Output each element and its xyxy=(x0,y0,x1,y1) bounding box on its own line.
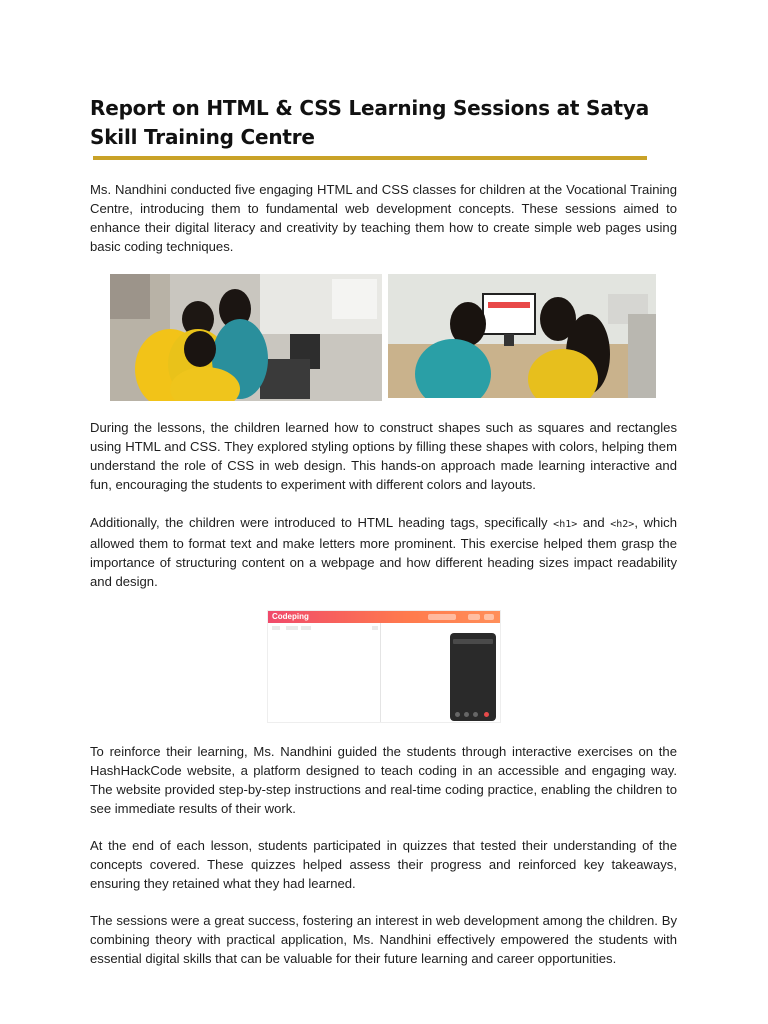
report-page xyxy=(90,94,677,968)
phone-preview xyxy=(450,633,496,721)
paragraph-shapes: During the lessons, the children learned how to construct shapes such as squares and rectangles using HTML and CSS. They explored styling options by filling these shapes with colors, helping them understand the role of CSS in web design. This hands-on approach made learning interactive and fun, encouraging the students to experiment with different colors and layouts. xyxy=(90,420,677,492)
classroom-photo-1 xyxy=(110,274,382,401)
coding-platform-screenshot xyxy=(267,610,501,723)
report-title: Report on HTML & CSS Learning Sessions at Satya Skill Training Centre xyxy=(90,96,650,149)
paragraph-quizzes: At the end of each lesson, students participated in quizzes that tested their understanding of the concepts covered. These quizzes helped assess their progress and reinforced key takeaways, ensuring they retained what they had learned. xyxy=(90,838,677,891)
paragraph-hashhackcode: To reinforce their learning, Ms. Nandhini guided the students through interactive exercises on the HashHackCode website, a platform designed to teach coding in an accessible and engaging way. The website provided step-by-step instructions and real-time coding practice, enabling the children to see immediate results of their work. xyxy=(90,744,677,816)
classroom-photo-2 xyxy=(388,274,656,398)
h2-tag: <h2> xyxy=(610,519,635,530)
paragraph-conclusion: The sessions were a great success, fostering an interest in web development among the children. By combining theory with practical application, Ms. Nandhini effectively empowered the students with essential digital skills that can be valuable for their future learning and career opportunities. xyxy=(90,913,677,966)
h1-tag: <h1> xyxy=(553,519,578,530)
paragraph-headings: Additionally, the children were introduced to HTML heading tags, specifically <h1> and <h2>, which allowed them to format text and make letters more prominent. This exercise helped them grasp the importance of structuring content on a webpage and how different heading sizes impact readability and design. xyxy=(90,515,677,589)
editor-divider xyxy=(380,623,381,722)
app-logo: Codeping xyxy=(272,612,309,621)
app-header-bar xyxy=(268,611,500,623)
paragraph-intro: Ms. Nandhini conducted five engaging HTML and CSS classes for children at the Vocational Training Centre, introducing them to fundamental web development concepts. These sessions aimed to enhance their digital literacy and creativity by teaching them how to create simple web pages using basic coding techniques. xyxy=(90,182,677,254)
photo-row xyxy=(110,274,677,401)
app-workspace xyxy=(268,623,500,722)
